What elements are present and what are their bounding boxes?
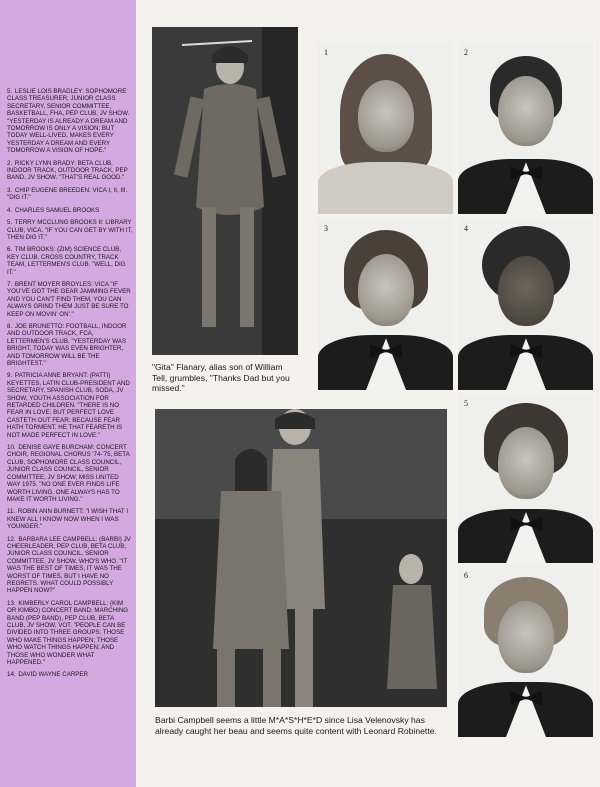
bio-text: LESLIE LOIS BRADLEY: SOPHOMORE CLASS TREASURER, JUNIOR CLASS SECRETARY, SENIOR COMMITTEE, BASKETBALL, FHA, PEP CLUB, JV SHOW. "YESTERDAY IS ALREADY A DREAM AND TOMORROW IS ONLY A VISION; BUT TODAY WELL-LIVED, MAKES EVERY YESTERDAY A DREAM AND EVERY TOMORROW A VISION OF HOPE.": [7, 88, 130, 155]
portrait-face: [498, 601, 554, 673]
bio-text: PATRICIA ANNE BRYANT: (PATTI) KEYETTES, LATIN CLUB-PRESIDENT AND SECRETARY, SPANISH CLUB, SODA, JV SHOW, YOUTH ASSOCIATION FOR RETARDED CHILDREN. "THERE IS NO FEAR IN LOVE; BUT PERFECT LOVE CASTETH OUT FEAR: BECAUSE FEAR HATH TORMENT. HE THAT FEARETH IS NOT MADE PERFECT IN LOVE.": [7, 372, 130, 439]
portrait-number: 2: [464, 48, 468, 57]
bio-text: CHIP EUGENE BREEDEN: VICA I, II, III. "DIG IT.": [7, 186, 128, 202]
gita-caption: "Gita" Flanary, alias son of William Tell, grumbles, "Thanks Dad but you missed.": [152, 362, 290, 393]
portrait-face: [358, 254, 414, 326]
gita-flanary-photo: [152, 27, 298, 355]
portrait-4: [458, 218, 593, 390]
bio-number: 4.: [7, 206, 13, 214]
bio-entry: [7, 536, 133, 595]
bio-entry: [7, 246, 133, 276]
portrait-face: [498, 76, 554, 146]
bio-entry: [7, 207, 133, 214]
bio-entry: [7, 219, 133, 241]
portrait-number: 4: [464, 224, 468, 233]
bio-text: RICKY LYNN BRADY: BETA CLUB, INDOOR TRACK, OUTDOOR TRACK, PEP BAND, JV SHOW. "THAT'S REAL GOOD.": [7, 159, 128, 182]
bio-text: CHARLES SAMUEL BROOKS: [14, 206, 100, 214]
bio-number: 5.: [7, 219, 13, 227]
bio-entry: [7, 600, 133, 667]
bio-number: 6.: [7, 246, 13, 254]
portrait-number: 1: [324, 48, 328, 57]
bio-text: ROBIN ANN BURNETT: "I WISH THAT I KNEW ALL I KNOW NOW WHEN I WAS YOUNGER.": [7, 508, 129, 531]
bio-sidebar: [0, 0, 136, 787]
bio-number: 8.: [7, 322, 13, 330]
bio-number: 9.: [7, 372, 13, 380]
bio-entry: [7, 444, 133, 503]
bio-entry: [7, 323, 133, 367]
gita-figure: [152, 27, 298, 355]
portrait-6: [458, 565, 593, 737]
bio-number: 5.: [7, 88, 13, 95]
portrait-1: [318, 42, 453, 214]
bio-entry: [7, 508, 133, 530]
bio-number: 12.: [7, 535, 16, 543]
bio-entry: [7, 160, 133, 182]
bio-entry: [7, 187, 133, 202]
bio-entry: [7, 88, 133, 155]
portrait-face: [498, 256, 554, 326]
bio-number: 13.: [7, 599, 16, 607]
portrait-face: [358, 80, 414, 152]
barbi-caption: Barbi Campbell seems a little M*A*S*H*E*D since Lisa Velenovsky has already caught her beau and seems quite content with Leonard Robinette.: [155, 715, 437, 736]
bio-entry: [7, 372, 133, 439]
barbi-campbell-photo: [155, 409, 447, 707]
bio-text: DAVID WAYNE CARPER: [18, 671, 89, 679]
bio-text: TERRY MCCLUNG BROOKS II: LIBRARY CLUB, VICA. "IF YOU CAN GET BY WITH IT, THEN DIG IT.": [7, 219, 133, 241]
portrait-number: 3: [324, 224, 328, 233]
bio-number: 3.: [7, 186, 13, 194]
portrait-face: [498, 427, 554, 499]
couple-figure: [155, 409, 447, 707]
bio-number: 10.: [7, 444, 16, 452]
bio-text: JOE BRUNETTO: FOOTBALL, INDOOR AND OUTDOOR TRACK, FCA, LETTERMEN'S CLUB. "YESTERDAY WAS BRIGHT, TODAY WAS EVEN BRIGHTER, AND TOMORROW WILL BE THE BRIGHTEST.": [7, 322, 127, 367]
bio-list: [7, 88, 133, 684]
bio-entry: [7, 281, 133, 318]
bio-number: 2.: [7, 159, 13, 167]
bio-entry: [7, 671, 133, 678]
portrait-number: 6: [464, 571, 468, 580]
bio-text: DENISE GAYE BURCHAM: CONCERT CHOIR, REGIONAL CHORUS '74-'75, BETA CLUB, SOPHOMORE CLASS COUNCIL, JUNIOR CLASS COUNCIL, SENIOR COMMITTEE, JV SHOW, MISS UNITED WAY 1975. "NO ONE EVER FINDS LIFE WORTH LIVING. ONE ALWAYS HAS TO MAKE IT WORTH LIVING.": [7, 444, 130, 503]
portrait-2: [458, 42, 593, 214]
portrait-number: 5: [464, 399, 468, 408]
bio-text: TIM BROOKS: (ZIM) SCIENCE CLUB, KEY CLUB, CROSS COUNTRY, TRACK TEAM, LETTERMEN'S CLUB. "WELL, DIG IT.": [7, 246, 126, 276]
bio-number: 14.: [7, 671, 16, 679]
portrait-5: [458, 393, 593, 563]
bio-number: 7.: [7, 280, 13, 288]
portrait-3: [318, 218, 453, 390]
bio-text: KIMBERLY CAROL CAMPBELL: (KIM OR KIMBO) CONCERT BAND, MARCHING BAND (PEP BAND), PEP CLUB, BETA CLUB, JV SHOW, VOT. "PEOPLE CAN BE DIVIDED INTO THREE GROUPS: THOSE WHO MAKE THINGS HAPPEN; THOSE WHO WATCH THINGS HAPPEN; AND THOSE WHO WONDER WHAT HAPPENED.": [7, 599, 129, 667]
bio-text: BRENT MOYER BROYLES: VICA "IF YOU'VE GOT THE GEAR JAMMING FEVER AND YOU CAN'T FIND THEM, YOU CAN ALWAYS GRIND THEM JUST BE SURE TO KEEP ON MOVIN' ON'.": [7, 280, 131, 318]
bio-text: BARBARA LEE CAMPBELL: (BARBI) JV CHEERLEADER, PEP CLUB, BETA CLUB, JUNIOR CLASS COUNCIL, SENIOR COMMITTEE, JV SHOW, WHO'S WHO. "IT WAS THE BEST OF TIMES, IT WAS THE WORST OF TIMES, BUT I HAVE NO REGRETS. WHAT COULD POSSIBLY HAPPEN NOW?": [7, 535, 131, 595]
portrait-shoulders: [318, 162, 453, 214]
bio-number: 11.: [7, 508, 16, 516]
